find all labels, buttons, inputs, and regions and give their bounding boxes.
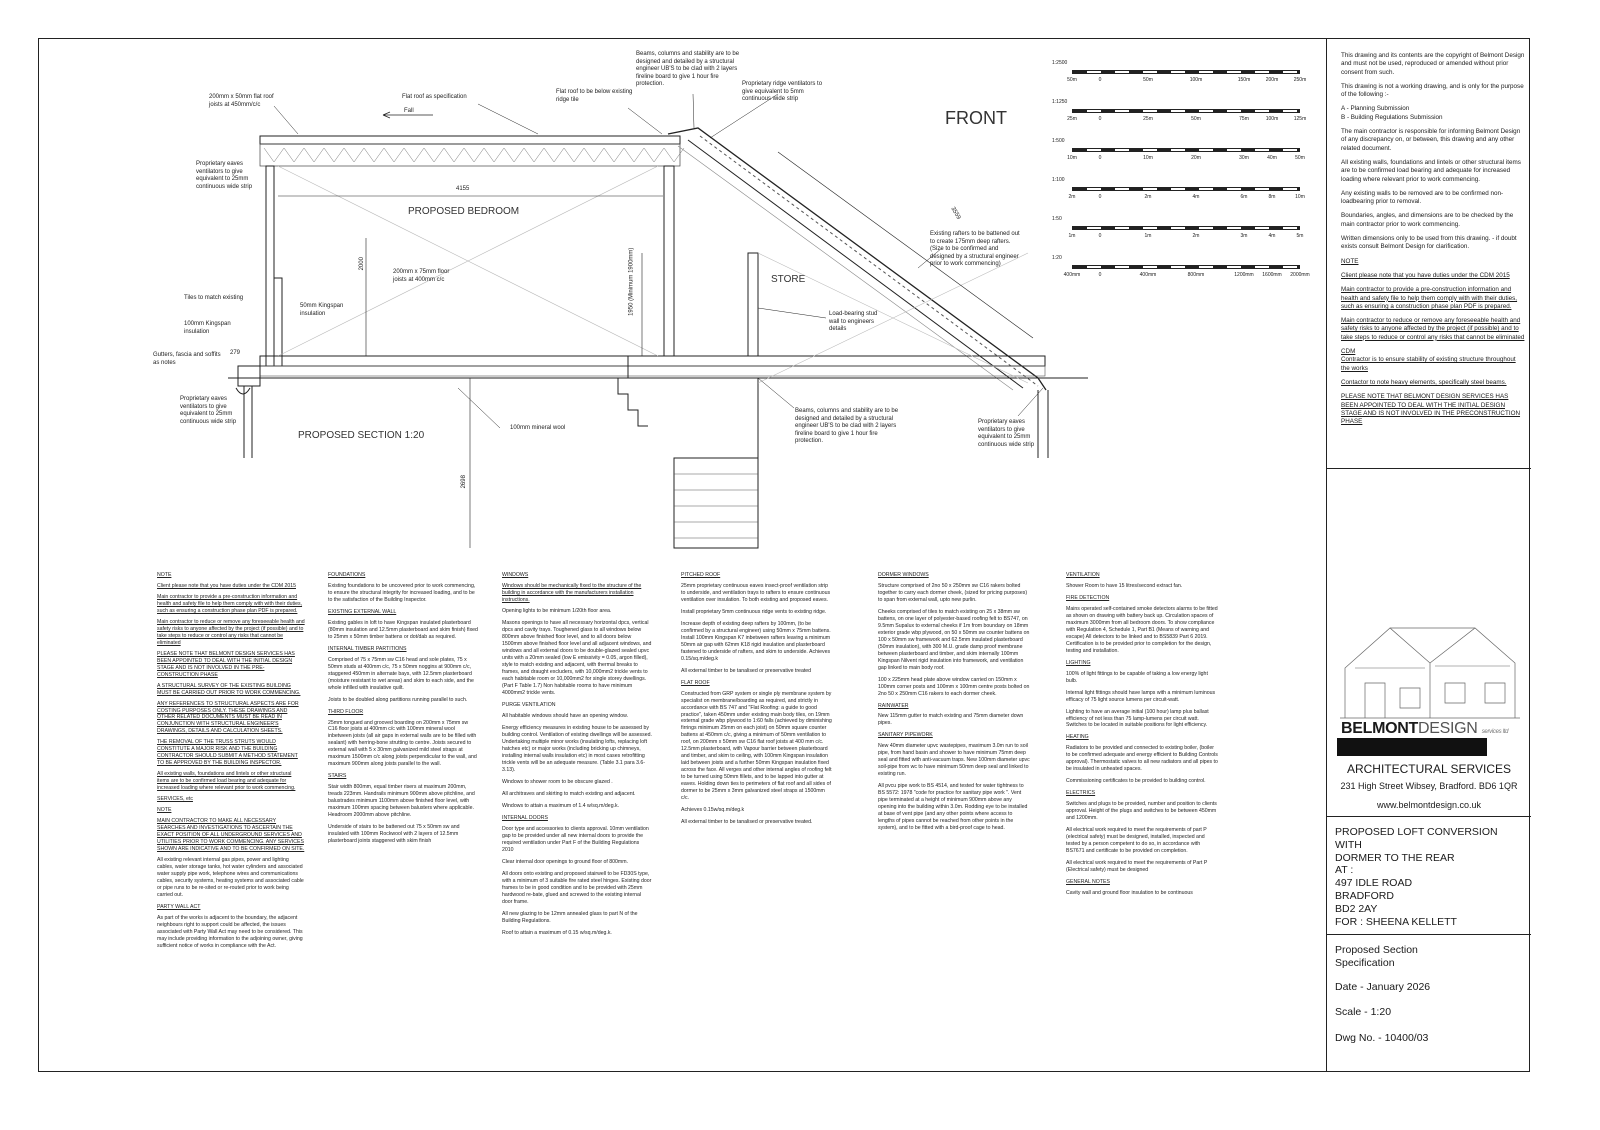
- tb-purpose-a: A - Planning Submission: [1341, 105, 1410, 113]
- tb-web: www.belmontdesign.co.uk: [1376, 800, 1482, 810]
- fall-label: Fall: [404, 108, 414, 114]
- leader-eaves-right: [1018, 388, 1043, 416]
- scale-tick-label: 75m: [1239, 116, 1249, 122]
- bedroom-cross-lines: [278, 166, 658, 356]
- tb-not-working: This drawing is not a working drawing, and is only for the purpose of the following :-: [1341, 82, 1524, 99]
- scale-tick-label: 100m: [1265, 116, 1279, 122]
- leader-mineral-wool: [458, 388, 500, 428]
- scale-bar: [1052, 60, 1307, 99]
- tb-sheet-title-2: Specification: [1335, 957, 1395, 969]
- note-rafters: Existing rafters to be battened out to create 175mm deep rafters. (Size to be confirmed and designed by a structural engineer prior to work commencing): [930, 231, 1020, 267]
- leader-beams-bottom: [758, 378, 794, 408]
- spec-doors-3: All doors onto existing and proposed stairwell to be FD30S type, with a minimum of 3 suitable fire rated steel hinges. Existing door frames to be in good condition and to be provided with 25mm hardwood re-bate, glued and screwed to the existing internal door frame.: [502, 870, 652, 905]
- note-floor-joists: 200mm x 75mm floor joists at 400mm c/c: [393, 269, 450, 283]
- floor-joists: [260, 366, 1045, 376]
- spec-services: SERVICES, etc: [157, 796, 193, 803]
- scale-bar-ratio: 1:500: [1052, 138, 1065, 144]
- spec-sanitary-heading: SANITARY PIPEWORK: [878, 732, 933, 739]
- spec-partitions: Comprised of 75 x 75mm sw C16 head and sole plates, 75 x 50mm studs at 400mm c/c, 75 x 50mm noggins at 900mm c/c, staggered 450mm in alternate bays, with 12.5mm plasterboard (moisture resistant to wet areas) and skim to each side, and the whole infilled with insulative quilt.: [328, 656, 474, 691]
- tb-date: Date - January 2026: [1335, 981, 1431, 993]
- tb-sheet-title-1: Proposed Section: [1335, 944, 1418, 956]
- scale-tick-label: 0: [1098, 233, 1102, 239]
- scale-tick-label: 2m: [1144, 194, 1152, 200]
- spec-pitched-2: Install proprietary 5mm continuous ridge vents to existing ridge.: [681, 608, 827, 615]
- spec-flat-2: Achieves 0.15w/sq.m/deg.k: [681, 807, 745, 814]
- spec-ventilation: Shower Room to have 15 litres/second extract fan.: [1066, 582, 1183, 589]
- spec-pitched-4: All external timber to be tanalised or preservative treated: [681, 667, 812, 674]
- spec-general-heading: GENERAL NOTES: [1066, 878, 1110, 885]
- scale-bar-graphic: [1072, 226, 1300, 230]
- spec-ext-wall-heading: EXISTING EXTERNAL WALL: [328, 608, 397, 615]
- spec-dormer-heading: DORMER WINDOWS: [878, 572, 929, 578]
- spec-lighting-1: 100% of light fittings to be capable of taking a low energy light bulb.: [1066, 670, 1208, 684]
- leader-load-bearing: [758, 308, 826, 318]
- spec-truss-struts: THE REMOVAL OF THE TRUSS STRUTS WOULD CONSTITUTE A MAJOR RISK AND THE BUILDING CONTRACTOR SHOULD SUBMIT A METHOD STATEMENT TO BE APPROVED BY THE BUILDING INSPECTOR.: [157, 739, 298, 767]
- scale-bar: [1052, 255, 1310, 294]
- scale-tick-label: 8m: [1268, 194, 1276, 200]
- spec-general: Cavity wall and ground floor insulation to be continuous: [1066, 889, 1193, 896]
- scale-tick-label: 40m: [1267, 155, 1277, 161]
- dormer-cheek-insulation: [274, 278, 282, 366]
- tb-boundaries: Boundaries, angles, and dimensions are to be checked by the main contractor prior to work commencing.: [1341, 212, 1514, 228]
- spec-lighting-3: Lighting to have an average initial (100 hour) lamp plus ballast efficiency of not less than 75 lamp-lumens per circuit watt. Switches to be located in suitable positions for light efficiency.: [1066, 708, 1209, 729]
- flat-roof-insulation-hatch: [264, 148, 684, 162]
- spec-col-windows: [502, 572, 652, 942]
- stair-treads: [674, 474, 758, 538]
- spec-col-structure: [328, 572, 478, 850]
- tb-please-note: PLEASE NOTE THAT BELMONT DESIGN SERVICES HAS BEEN APPOINTED TO DEAL WITH THE INITIAL DESIGN STAGE AND IS NOT INVOLVED IN THE PRECONSTRUCTION PHASE: [1341, 393, 1521, 426]
- spec-heating-1: Radiators to be provided and connected to existing boiler, (boiler to be confirmed adequate and energy efficient to Building Controls approval). Thermostatic valves to all new radiators and all pipes to be insulated in unheated spaces.: [1066, 745, 1218, 773]
- spec-doors-1: Door type and accessories to clients approval. 10mm ventilation gap to be provided under all new internal doors to provide the required ventilation under Part F of the Building Regulations 2010: [502, 826, 649, 853]
- note-flat-joists: 200mm x 50mm flat roof joists at 450mm/c/c: [209, 94, 274, 108]
- scale-tick-label: 1600mm: [1262, 272, 1282, 278]
- spec-energy: Energy efficiency measures in existing house to be assessed by building control. Ventilation of existing dwellings will be assessed. Undertaking multiple minor works (insulating lofts, replacing loft hatches etc) or major works (including bricking up chimneys, installing internal walls insulation etc) in most cases retrofitting trickle vents will be an adequate measure. (Table 3.1 para 3.6-3.13).: [502, 725, 652, 774]
- scale-tick-label: 4m: [1268, 233, 1276, 239]
- tb-project-line: AT :: [1335, 864, 1354, 877]
- spec-col-dormer: [878, 572, 1030, 837]
- spec-stairs-underside: Underside of stairs to be battened out 75 x 50mm sw and insulated with 100mm Rockwool with 2 layers of 12.5mm plasterboard joints staggered with skim finish: [328, 824, 460, 845]
- scale-tick-label: 25m: [1143, 116, 1153, 122]
- dormer-front-wall: [266, 166, 274, 366]
- flat-roof-insulation: [260, 144, 680, 166]
- scale-tick-label: 400mm: [1063, 272, 1081, 278]
- tb-existing-walls: All existing walls, foundations and lintels or other structural items are to be confirmed load bearing and adequate for increased loading where relevant prior to work commencing.: [1341, 158, 1521, 183]
- scale-tick-label: 0: [1098, 77, 1102, 83]
- spec-cdm: Client please note that you have duties under the CDM 2015: [157, 582, 296, 589]
- section-title: PROPOSED SECTION 1:20: [298, 430, 425, 441]
- scale-tick-label: 1m: [1068, 233, 1076, 239]
- spec-heating-heading: HEATING: [1066, 734, 1089, 741]
- note-mineral-wool: 100mm mineral wool: [510, 425, 566, 431]
- brand-bold: BELMONT: [1341, 720, 1419, 737]
- tb-heavy: Contactor to note heavy elements, specifically steel beams.: [1341, 378, 1507, 386]
- dim-2000: 2000: [358, 257, 365, 271]
- spec-party-wall: As part of the works is adjacent to the boundary, the adjacent neighbours right to support could be affected, the issues associated with Party Wall Act may need to be considered. This may include providing information to the adjoining owner, giving sufficient notice of works in compliance with the Act.: [157, 914, 303, 949]
- scale-tick-label: 3m: [1240, 233, 1248, 239]
- spec-lighting-2: Internal light fittings should have lamps with a minimum luminous efficacy of 75 light source lumens per circuit-watt.: [1066, 689, 1216, 703]
- scale-bar-graphic: [1072, 70, 1300, 74]
- scale-bar: [1052, 216, 1302, 255]
- spec-col-roofs: [681, 572, 833, 831]
- scale-tick-label: 50m: [1143, 77, 1153, 83]
- spec-doors-2: Clear internal door openings to ground floor of 800mm.: [502, 858, 629, 865]
- tb-project: [1335, 826, 1527, 928]
- note-beams-bottom: Beams, columns and stability are to be designed and detailed by a structural engineer UB'S to be clad with 2 layers fireline board to give 1 hour fire protection.: [795, 408, 899, 444]
- tb-nonload: Any existing walls to be removed are to be confirmed non-loadbearing prior to removal.: [1341, 189, 1504, 206]
- spec-glazing: All new glazing to be 12mm annealed glass to part N of the Building Regulations.: [502, 910, 638, 924]
- stair-lower-flight: [674, 458, 758, 548]
- note-flat-roof-spec: Flat roof as specification: [402, 94, 467, 100]
- note-gutters: Gutters, fascia and soffits as notes: [153, 352, 221, 366]
- spec-masons-openings: Masons openings to have all necessary horizontal dpcs, vertical dpcs and cavity trays. Toughened glass to all windows below 800mm above finished floor level, and to all doors below 1500mm above finished floor level and all adjacent windows, and windows and all external doors to be double-glazed sealed upvc units with a 20mm sealed (low E emissivity = 0.05, argon filled), style to match existing and adjacent, with thermal breaks to frames, and draught excluders, with 10,000mm2 trickle vents to each habitable room or 10,000mm2 for single storey dwellings. (Part F Table 1.7) Non habitable rooms to have minimum 4000mm2 trickle vents.: [502, 619, 652, 696]
- room-label-store: STORE: [771, 274, 806, 285]
- spec-third-floor-heading: THIRD FLOOR: [328, 708, 364, 715]
- spec-pitched-heading: PITCHED ROOF: [681, 572, 721, 578]
- spec-third-floor: 25mm tongued and grooved boarding on 200mm x 75mm sw C16 floor joists at 400mm c/c with 100mm mineral wool inbetween joists (all air gaps in external walls are to be filled with sealant) with herring-bone strutting to centre. Joists secured to external wall with 5 x 30mm galvanized mild steel straps at maximum 1500mm c/c along joists perpendicular to the wall, and maximum 900mm along joists parallel to the wall.: [328, 719, 477, 768]
- spec-belmont-note: PLEASE NOTE THAT BELMONT DESIGN SERVICES HAS BEEN APPOINTED TO DEAL WITH THE INITIAL DESIGN STAGE AND IS NOT INVOLVED IN THE PRE-CONSTRUCTION PHASE: [157, 650, 295, 678]
- scale-tick-label: 2m: [1068, 194, 1076, 200]
- store-cross-lines: [758, 253, 1028, 383]
- spec-shower-glazing: Windows to shower room to be obscure glazed .: [502, 779, 613, 786]
- spec-architraves: All architraves and skirting to match existing and adjacent.: [502, 791, 636, 798]
- spec-rainwater-heading: RAINWATER: [878, 702, 909, 709]
- scale-bar-ratio: 1:20: [1052, 255, 1062, 261]
- title-block-notes: [1341, 52, 1525, 432]
- spec-pitched-1: 25mm proprietary continuous eaves insect-proof ventilation strip to underside, and ventilation trays to rafters to ensure continuous ventilation over insulation. To both existing and proposed eaves.: [681, 582, 831, 603]
- spec-windows-fixing: Windows should be mechanically fixed to the structure of the building in accordance with the manufacturers installation instructions.: [502, 582, 642, 603]
- spec-dormer-1: Structure comprised of 2no 50 x 250mm sw C16 rakers bolted together to carry each dormer cheek, (sized for pricing purposes) to span from external wall, upto new purlin.: [878, 582, 1028, 603]
- spec-stairs: Stair width 800mm, equal timber risers at maximum 200mm, treads 223mm. Handrails minimum 900mm above pitchline, and balustrades minimum 1100mm above finished floor level, with maximum 100mm spacing between balusters where applicable. Headroom 2000mm above pitchline.: [328, 784, 475, 819]
- spec-structural-refs: ANY REFERENCES TO STRUCTURAL ASPECTS ARE FOR COSTING PURPOSES ONLY. THESE DRAWINGS AND OTHER RELATED DOCUMENTS MUST BE READ IN CONJUNCTION WITH STRUCTURAL ENGINEER'S DRAWINGS, DETAILS AND CALCULATION SHEETS.: [157, 700, 299, 735]
- spec-party-wall-heading: PARTY WALL ACT: [157, 903, 201, 910]
- scale-tick-label: 250m: [1293, 77, 1307, 83]
- note-eaves-vent-right: Proprietary eaves ventilators to give equivalent to 25mm continuous wide strip: [978, 419, 1035, 448]
- scale-tick-label: 25m: [1067, 116, 1077, 122]
- room-label-bedroom: PROPOSED BEDROOM: [408, 206, 520, 217]
- spec-sanitary-1: New 40mm diameter upvc wastepipes, maximum 3.0m run to soil pipe, from hand basin and shower to have minimum 75mm deep seal and fitted with anti-vacuum traps. New 100mm diameter upvc soil-pipe from wc to have minimum 50mm deep seal and linked to existing run.: [878, 743, 1030, 778]
- spec-electrics-heading: ELECTRICS: [1066, 790, 1096, 797]
- brand-bar: [1337, 738, 1487, 756]
- spec-rainwater: New 115mm gutter to match existing and 75mm diameter down pipes.: [878, 713, 1024, 727]
- spec-searches: MAIN CONTRACTOR TO MAKE ALL NECESSARY SEARCHES AND INVESTIGATIONS TO ASCERTAIN THE EXACT POSITION OF ALL UNDERGROUND SERVICES AND UTILITIES PRIOR TO WORK COMMENCING. ANY SERVICES SHOWN ARE INDICATIVE AND TO BE CONFIRMED ON SITE.: [157, 818, 305, 852]
- spec-lighting-heading: LIGHTING: [1066, 659, 1091, 666]
- tb-note-heading: NOTE: [1341, 257, 1359, 265]
- scale-tick-label: 0: [1098, 116, 1102, 122]
- tb-cdm-text: Contractor is to ensure stability of existing structure throughout the works: [1341, 356, 1516, 372]
- spec-opening-lights: Opening lights to be minimum 1/20th floor area.: [502, 607, 612, 614]
- tb-health-file: Main contractor to provide a pre-construction information and health and safety file to help them comply with with their duties, such as ensuring a construction phase plan PDF is prepared.: [1341, 286, 1518, 310]
- front-label: FRONT: [945, 108, 1007, 128]
- note-kingspan-50: 50mm Kingspan insulation: [300, 303, 344, 317]
- scale-bar-graphic: [1072, 109, 1300, 113]
- spec-hazards: Main contractor to reduce or remove any foreseeable health and safety risks to anyone affected by the project (if possible) and to take steps to reduce or control any risks that cannot be eliminated: [157, 618, 305, 646]
- spec-foundations-heading: FOUNDATIONS: [328, 572, 366, 578]
- tb-project-line: FOR : SHEENA KELLETT: [1335, 915, 1457, 928]
- spec-foundations: Existing foundations to be uncovered prior to work commencing, to ensure the structural integrity for increased loading, and to be to the satisfaction of the Building Inspector.: [328, 582, 476, 603]
- scale-tick-label: 4m: [1192, 194, 1200, 200]
- scale-bar-graphic: [1072, 187, 1300, 191]
- spec-resite: All existing relevant internal gas pipes, power and lighting cables, water storage tanks, hot water cylinders and associated water supply pipe work, telephone wires and communications cables, security systems, heating systems and associated cable or pipe runs to be re-sited or re-routed prior to work being carried out.: [157, 856, 304, 898]
- scale-tick-label: 10m: [1067, 155, 1077, 161]
- tb-divider-3: [1327, 934, 1531, 935]
- scale-tick-label: 0: [1098, 155, 1102, 161]
- dim-3559: 3559: [949, 206, 962, 221]
- scale-tick-label: 50m: [1191, 116, 1201, 122]
- scale-tick-label: 0: [1098, 194, 1102, 200]
- spec-electrics-3: All electrical work required to meet the requirements of Part P (Electrical safety) must be designed: [1066, 860, 1208, 873]
- spec-windows-heading: WINDOWS: [502, 572, 529, 578]
- scale-bars: [1052, 60, 1310, 294]
- floor-boarding: [260, 356, 1045, 366]
- note-beams-top: Beams, columns and stability are to be designed and detailed by a structural engineer UB'S to be clad with 2 layers fireline board to give 1 hour fire protection.: [636, 51, 740, 87]
- scale-tick-label: 50m: [1295, 155, 1305, 161]
- scale-bar: [1052, 177, 1305, 216]
- scale-bar: [1052, 138, 1305, 177]
- spec-col-services: [1066, 572, 1218, 902]
- scale-tick-label: 1200mm: [1234, 272, 1254, 278]
- tb-contractor-inform: The main contractor is responsible for informing Belmont Design of any discrepancy on, or between, this drawing and any other related document.: [1341, 128, 1521, 152]
- scale-bar-graphic: [1072, 265, 1300, 269]
- spec-dormer-2: Cheeks comprised of tiles to match existing on 25 x 38mm sw battens, on one layer of polyester-based roofing felt to BS747, on 9.5mm Supalux to external cheeks if 1m from boundary on 18mm exterior grade wbp plywood, on 50 x 50mm sw counter battens on 100 x 50mm sw framework and 62.5mm insulated plasterboard (50mm insulation), with 300 M.U. grade damp proof membrane between plasterboard and timber, and skim internally 100mm Kingspan Nilvent rigid insulation into framework, and ventilation gap linked to main body roof.: [878, 608, 1030, 671]
- dim-279: 279: [230, 350, 241, 356]
- spec-heating-2: Commissioning certificates to be provided to building control.: [1066, 778, 1206, 785]
- dim-1950: 1950 (Minimum 1900mm): [628, 247, 635, 316]
- spec-electrics-2: All electrical work required to meet the requirements of part P (electrical safety) must be designed, installed, inspected and tested by a person competent to do so, in accordance with BS7671 and certificate to be provided on completion.: [1066, 827, 1207, 855]
- brand-logo: [1341, 718, 1508, 739]
- load-bearing-stud-wall: [748, 253, 758, 356]
- tb-dwg-no: Dwg No. - 10400/03: [1335, 1032, 1429, 1044]
- scale-tick-label: 150m: [1237, 77, 1251, 83]
- tb-divider-2: [1327, 816, 1531, 817]
- scale-bar-ratio: 1:50: [1052, 216, 1062, 222]
- spec-partitions-heading: INTERNAL TIMBER PARTITIONS: [328, 645, 407, 652]
- spec-survey: A STRUCTURAL SURVEY OF THE EXISTING BUILDING MUST BE CARRIED OUT PRIOR TO WORK COMMENCING.: [157, 682, 301, 696]
- note-ridge-vent: Proprietary ridge ventilators to give equivalent to 5mm continuous wide strip: [742, 81, 823, 102]
- tb-scale: Scale - 1:20: [1335, 1006, 1392, 1018]
- tb-arch-services: ARCHITECTURAL SERVICES: [1346, 762, 1512, 776]
- spec-fire: Mains operated self-contained smoke detectors alarms to be fitted as shown on drawing with battery back up. Circulation spaces of maximum 3000mm from all bedroom doors. To show compliance with Regulation 4, Schedule 1, Part B1 (Means of warning and escape) All detectors to be linked and to BS5839 Part 6 2019. Certification is to be provided prior to completion for the design, testing and installation.: [1066, 605, 1218, 654]
- spec-sanitary-2: All pvcu pipe work to BS 4514, and tested for water tightness to BS 5572: 1978 "code for practice for sanitary pipe work ". Vent pipe terminated at a height of minimum 900mm above any opening into the building within 3.0m. Rodding eye to be installed at base of vent pipe (and any other points where access to lengths of pipes cannot be reached from other points in the system), and to be fitted with a bird-proof cage to head.: [878, 783, 1028, 832]
- tb-copyright: This drawing and its contents are the copyright of Belmont Design and must not be used, reproduced or amended without prior consent from such.: [1341, 52, 1525, 76]
- spec-flat-1: Constructed from GRP system or single ply membrane system by specialist on membrane/boarding as required, and strictly in accordance with BS 747 and "Flat Roofing: a guide to good practice", taken 450mm under existing main body tiles, on 19mm external grade wbp plywood to 1:60 falls (achieved by diminishing firrings minimum 25mm on each joist) on 50mm square counter battens at 450mm c/c, giving a minimum of 50mm ventilation to roof, on 200mm x 50mm sw C16 flat roof joists at 400 mm c/c. 12.5mm plasterboard, with Vapour barrier between plasterboard and timber, and skim to ceiling, with 100mm Kingspan insulation laid between joists and a further 50mm Kingspan insulation fixed across the face. All verges and other internal angles of roofing felt to be turned using 50mm fillets, and to be lapped into gutter at eaves. Holding down ties to perimeters of flat roof and all sides of dormer to be 25mm x 3mm galvanized steel straps at 1500mm c/c.: [681, 690, 832, 802]
- spec-flat-3: All external timber to be tanalised or preservative treated.: [681, 819, 813, 826]
- title-block: [1326, 38, 1530, 1072]
- scale-tick-label: 400mm: [1139, 272, 1157, 278]
- spec-purge-heading: PURGE VENTILATION: [502, 701, 556, 708]
- tb-hazards: Main contractor to reduce or remove any foreseeable health and safety risks to anyone affected by the project (if possible) and to take steps to reduce or control any risks that cannot be eliminated: [1341, 317, 1525, 341]
- scale-tick-label: 20m: [1191, 155, 1201, 161]
- scale-tick-label: 6m: [1240, 194, 1248, 200]
- note-eaves-vent-top: Proprietary eaves ventilators to give equivalent to 25mm continuous wide strip: [196, 161, 253, 190]
- spec-window-u: Windows to attain a maximum of 1.4 w/sq.m/deg.k.: [502, 803, 620, 810]
- scale-tick-label: 1m: [1144, 233, 1152, 239]
- spec-ventilation-heading: VENTILATION: [1066, 572, 1100, 578]
- tb-divider-1: [1327, 468, 1531, 469]
- tb-cdm-client: Client please note that you have duties under the CDM 2015: [1341, 271, 1510, 279]
- tb-written-dims: Written dimensions only to be used from this drawing. - if doubt exists consult Belmont Design for clarification.: [1341, 235, 1517, 251]
- scale-tick-label: 5m: [1296, 233, 1304, 239]
- brand-light: DESIGN: [1418, 720, 1478, 737]
- spec-stairs-heading: STAIRS: [328, 773, 347, 780]
- spec-note-heading: NOTE: [157, 572, 172, 578]
- spec-health-file: Main contractor to provide a pre-construction information and health and safety file to help them comply with with their duties, such as ensuring a construction phase plan PDF is prepared.: [157, 593, 303, 614]
- scale-bar-ratio: 1:100: [1052, 177, 1065, 183]
- note-eaves-vent-left: Proprietary eaves ventilators to give equivalent to 25mm continuous wide strip: [180, 396, 237, 425]
- scale-tick-label: 200m: [1265, 77, 1279, 83]
- spec-existing-walls: All existing walls, foundations and lintels or other structural items are to be confirmed load bearing and adequate for increased loading where relevant prior to work commencing.: [157, 771, 296, 792]
- note-load-bearing: Load-bearing stud wall to engineers details: [829, 311, 878, 332]
- scale-tick-label: 10m: [1295, 194, 1305, 200]
- spec-dormer-3: 100 x 225mm head plate above window carried on 150mm x 100mm corner posts and 100mm x 100mm centre posts bolted on 2no 50 x 250mm C16 rakers to each dormer cheek.: [878, 676, 1030, 697]
- spec-fire-heading: FIRE DETECTION: [1066, 594, 1110, 601]
- tb-project-line: 497 IDLE ROAD: [1335, 877, 1413, 890]
- flat-roof-deck: [260, 136, 680, 144]
- spec-roof-u: Roof to attain a maximum of 0.15 w/sq.m/deg.k.: [502, 929, 612, 936]
- scale-tick-label: 50m: [1067, 77, 1077, 83]
- scale-tick-label: 800mm: [1187, 272, 1205, 278]
- scale-bar-ratio: 1:2500: [1052, 60, 1068, 66]
- spec-purge: All habitable windows should have an opening window.: [502, 713, 629, 720]
- scale-bar: [1052, 99, 1307, 138]
- scale-bar-ratio: 1:1250: [1052, 99, 1068, 105]
- note-kingspan-100: 100mm Kingspan insulation: [184, 321, 231, 335]
- brand-sub: services ltd: [1481, 729, 1509, 735]
- spec-joists: Joists to be doubled along partitions running parallel to such.: [328, 696, 468, 703]
- spec-flat-heading: FLAT ROOF: [681, 679, 710, 686]
- spec-pitched-3: Increase depth of existing deep rafters by 100mm, (to be confirmed by a structural engineer) using 50mm x 75mm battens. Install 100mm Kingspan K7 inbetween rafters leaving a minimum 50mm air gap with 62mm K18 rigid insulation and plasterboard fastened to underside of rafters, and skim to underside. Achieves 0.15/sq.m/deg.k: [681, 620, 831, 662]
- note-tiles-match: Tiles to match existing: [184, 295, 244, 301]
- scale-tick-label: 125m: [1293, 116, 1307, 122]
- scale-tick-label: 30m: [1239, 155, 1249, 161]
- left-gutter-profile: [236, 388, 250, 394]
- dim-2698: 2698: [460, 475, 467, 489]
- scale-tick-label: 2000mm: [1290, 272, 1310, 278]
- steel-column: [664, 166, 674, 356]
- scale-tick-label: 2m: [1192, 233, 1200, 239]
- spec-doors-heading: INTERNAL DOORS: [502, 815, 548, 822]
- scale-tick-label: 0: [1098, 272, 1102, 278]
- leader-beams-top: [693, 94, 694, 128]
- tb-project-line: BD2 2AY: [1335, 902, 1378, 915]
- dim-4155: 4155: [456, 186, 470, 192]
- tb-project-line: BRADFORD: [1335, 889, 1394, 902]
- tb-purpose-b: B - Building Regulations Submission: [1341, 113, 1443, 121]
- tb-address: 231 High Street Wibsey, Bradford. BD6 1QR: [1340, 781, 1518, 791]
- scale-tick-label: 10m: [1143, 155, 1153, 161]
- spec-electrics-1: Switches and plugs to be provided, number and position to clients approval. Height of the plugs and switches to be between 450mm and 1200mm.: [1066, 801, 1217, 822]
- left-eaves-gutter: [238, 366, 260, 386]
- scale-bar-graphic: [1072, 148, 1300, 152]
- scale-tick-label: 100m: [1189, 77, 1203, 83]
- spec-note2-heading: NOTE: [157, 807, 172, 814]
- leader-flat-joists: [274, 106, 298, 134]
- leader-below-ridge: [628, 108, 662, 134]
- leader-flat-roof-spec: [478, 104, 538, 134]
- spec-col-notes: [157, 572, 305, 955]
- tb-project-line: PROPOSED LOFT CONVERSION WITH: [1335, 826, 1498, 851]
- spec-ext-wall: Existing gables in loft to have Kingspan insulated plasterboard (80mm insulation and 12.5mm plasterboard and skim finish) fixed to 25mm x 50mm timber battens or dot/dab as required.: [328, 619, 478, 640]
- note-below-ridge: Flat roof to be below existing ridge tile: [556, 89, 633, 103]
- house-sketch-logo: [1335, 608, 1523, 728]
- tb-cdm-heading: CDM: [1341, 348, 1356, 356]
- tb-project-line: DORMER TO THE REAR: [1335, 851, 1455, 864]
